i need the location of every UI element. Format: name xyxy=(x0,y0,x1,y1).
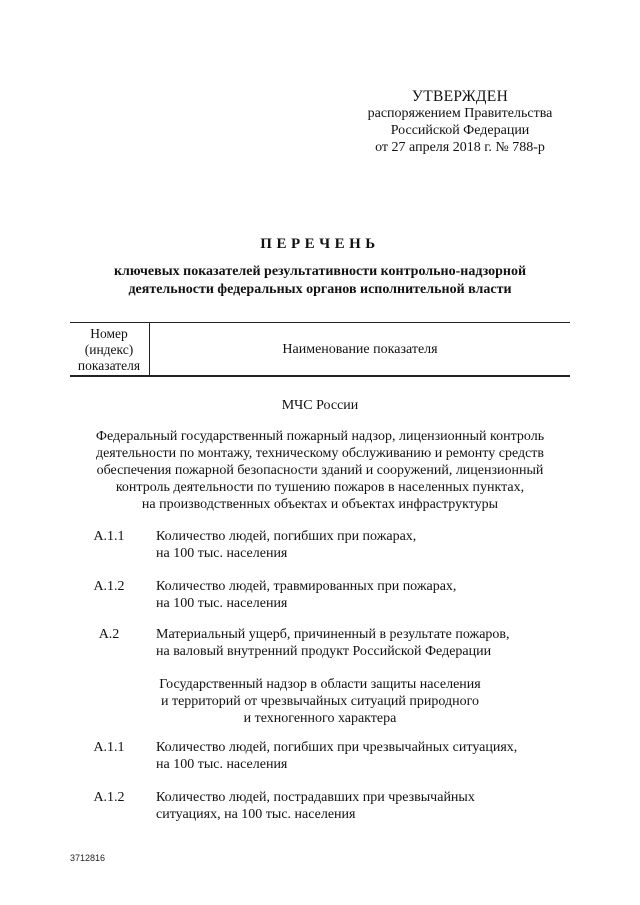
indicator-code: А.1.2 xyxy=(93,579,125,594)
section-heading xyxy=(70,428,570,513)
indicator-code: А.1.2 xyxy=(93,790,125,805)
section-heading-line: деятельности по монтажу, техническому обслуживанию и ремонту средств xyxy=(95,446,545,461)
document-subtitle xyxy=(60,263,580,299)
section-heading-line: Федеральный государственный пожарный надзор, лицензионный контроль xyxy=(95,429,545,444)
header-number-line: (индекс) xyxy=(84,342,134,357)
indicator-line: Количество людей, травмированных при пожарах, xyxy=(156,579,457,594)
indicator-text xyxy=(156,739,570,773)
section-heading-line: контроль деятельности по тушению пожаров в населенных пунктах, xyxy=(115,480,525,495)
indicator-text xyxy=(156,528,570,562)
table-top-rule xyxy=(70,322,570,323)
approval-heading: УТВЕРЖДЕН xyxy=(411,88,509,105)
indicator-line: на 100 тыс. населения xyxy=(156,757,288,772)
table-header-number xyxy=(70,326,148,374)
header-number-line: Номер xyxy=(90,326,128,341)
indicator-line: Материальный ущерб, причиненный в результате пожаров, xyxy=(156,627,510,642)
header-number-line: показателя xyxy=(77,358,141,373)
approval-line: Российской Федерации xyxy=(390,123,530,138)
indicator-line: Количество людей, погибших при пожарах, xyxy=(156,529,417,544)
section-heading-line: Государственный надзор в области защиты населения xyxy=(159,677,481,692)
indicator-text xyxy=(156,626,570,660)
subtitle-line: ключевых показателей результативности контрольно-надзорной xyxy=(113,264,527,279)
document-title: ПЕРЕЧЕНЬ xyxy=(260,236,380,252)
indicator-line: на 100 тыс. населения xyxy=(156,596,288,611)
agency-heading: МЧС России xyxy=(281,398,359,413)
table-header-name: Наименование показателя xyxy=(282,342,438,357)
indicator-code: А.1.1 xyxy=(93,740,125,755)
section-heading-line: обеспечения пожарной безопасности зданий и сооружений, лицензионный xyxy=(96,463,544,478)
indicator-text xyxy=(156,578,570,612)
document-code: 3712816 xyxy=(70,853,106,863)
subtitle-line: деятельности федеральных органов исполнительной власти xyxy=(128,282,512,297)
approval-date: от 27 апреля 2018 г. № 788-р xyxy=(375,140,545,155)
indicator-line: Количество людей, пострадавших при чрезвычайных xyxy=(156,790,475,805)
indicator-line: на 100 тыс. населения xyxy=(156,546,288,561)
section-heading xyxy=(100,676,540,727)
indicator-code: А.2 xyxy=(98,627,120,642)
table-bottom-rule xyxy=(70,375,570,377)
indicator-line: Количество людей, погибших при чрезвычайных ситуациях, xyxy=(156,740,518,755)
section-heading-line: на производственных объектах и объектах инфраструктуры xyxy=(141,497,499,512)
section-heading-line: и территорий от чрезвычайных ситуаций природного xyxy=(160,694,480,709)
indicator-line: на валовый внутренний продукт Российской Федерации xyxy=(156,644,492,659)
indicator-line: ситуациях, на 100 тыс. населения xyxy=(156,807,356,822)
approval-stamp xyxy=(340,88,580,156)
indicator-text xyxy=(156,789,570,823)
approval-line: распоряжением Правительства xyxy=(367,106,553,121)
section-heading-line: и техногенного характера xyxy=(243,711,397,726)
indicator-code: А.1.1 xyxy=(93,529,125,544)
